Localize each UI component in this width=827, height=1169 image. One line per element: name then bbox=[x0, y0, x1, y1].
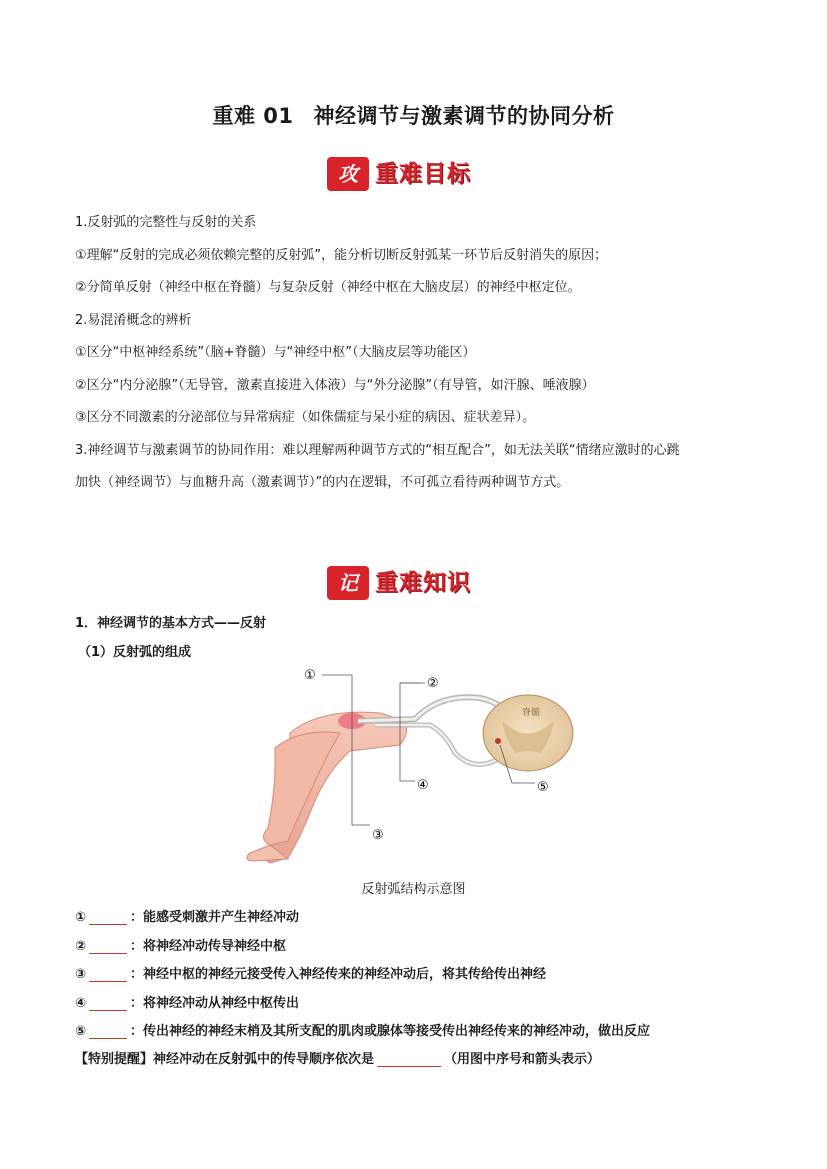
figure-label-2: ② bbox=[427, 676, 439, 691]
item-number: ② bbox=[75, 939, 87, 954]
item-4 bbox=[75, 992, 299, 1011]
goal-line: ③区分不同激素的分泌部位与异常病症（如侏儒症与呆小症的病因、症状差异）。 bbox=[75, 410, 536, 425]
answer-blank[interactable] bbox=[377, 1066, 441, 1067]
goal-line: ①理解“反射的完成必须依赖完整的反射弧”，能分析切断反射弧某一环节后反射消失的原因； bbox=[75, 248, 608, 263]
item-text: ：将神经冲动从神经中枢传出 bbox=[130, 996, 300, 1011]
goal-line: 1.反射弧的完整性与反射的关系 bbox=[75, 215, 257, 230]
answer-blank[interactable] bbox=[89, 1010, 127, 1011]
item-1 bbox=[75, 906, 299, 925]
interneuron bbox=[495, 738, 501, 744]
item-number: ③ bbox=[75, 967, 87, 982]
section-heading: 1．神经调节的基本方式——反射 bbox=[75, 616, 267, 631]
figure-label-3: ③ bbox=[372, 828, 384, 843]
figure-label-4: ④ bbox=[417, 778, 429, 793]
goals-banner bbox=[327, 157, 502, 191]
reflex-arc-figure bbox=[230, 663, 600, 873]
item-number: ⑤ bbox=[75, 1024, 87, 1039]
title-text: 神经调节与激素调节的协同分析 bbox=[313, 104, 615, 128]
figure-label-5: ⑤ bbox=[537, 780, 549, 795]
item-5 bbox=[75, 1020, 650, 1039]
goal-line: ②区分“内分泌腺”（无导管，激素直接进入体液）与“外分泌腺”（有导管，如汗腺、唾液腺） bbox=[75, 378, 595, 393]
goal-line: ①区分“中枢神经系统”（脑+脊髓）与“神经中枢”（大脑皮层等功能区） bbox=[75, 345, 476, 360]
knowledge-banner bbox=[327, 566, 502, 600]
tip-suffix: （用图中序号和箭头表示） bbox=[444, 1052, 601, 1067]
goals-badge: 攻 bbox=[327, 157, 369, 191]
item-2 bbox=[75, 935, 286, 954]
goal-line: 2.易混淆概念的辨析 bbox=[75, 313, 192, 328]
item-text: ：神经中枢的神经元接受传入神经传来的神经冲动后，将其传给传出神经 bbox=[130, 967, 547, 982]
goals-banner-text: 重难目标 bbox=[375, 161, 471, 187]
knowledge-banner-text: 重难知识 bbox=[375, 570, 471, 596]
goal-line: 3.神经调节与激素调节的协同作用：难以理解两种调节方式的“相互配合”，如无法关联“情绪应激时的心跳 bbox=[75, 443, 680, 458]
goal-line: ②分简单反射（神经中枢在脊髓）与复杂反射（神经中枢在大脑皮层）的神经中枢定位。 bbox=[75, 280, 581, 295]
subsection-heading: （1）反射弧的组成 bbox=[78, 645, 192, 660]
special-tip bbox=[75, 1048, 600, 1067]
answer-blank[interactable] bbox=[89, 981, 127, 982]
figure-label-1: ① bbox=[304, 668, 316, 683]
item-number: ① bbox=[75, 910, 87, 925]
tip-text: 神经冲动在反射弧中的传导顺序依次是 bbox=[153, 1052, 375, 1067]
spine-label: 脊髓 bbox=[522, 708, 541, 718]
figure-caption: 反射弧结构示意图 bbox=[361, 882, 466, 897]
item-text: ：能感受刺激并产生神经冲动 bbox=[130, 910, 300, 925]
answer-blank[interactable] bbox=[89, 953, 127, 954]
answer-blank[interactable] bbox=[89, 1038, 127, 1039]
title-code: 重难 01 bbox=[212, 104, 294, 128]
page-title bbox=[0, 100, 827, 130]
item-text: ：将神经冲动传导神经中枢 bbox=[130, 939, 287, 954]
item-number: ④ bbox=[75, 996, 87, 1011]
item-3 bbox=[75, 963, 546, 982]
goal-line: 加快（神经调节）与血糖升高（激素调节）”的内在逻辑，不可孤立看待两种调节方式。 bbox=[75, 475, 570, 490]
knowledge-badge: 记 bbox=[327, 566, 369, 600]
item-text: ：传出神经的神经末梢及其所支配的肌肉或腺体等接受传出神经传来的神经冲动，做出反应 bbox=[130, 1024, 651, 1039]
tip-prefix: 【特别提醒】 bbox=[75, 1052, 154, 1067]
answer-blank[interactable] bbox=[89, 924, 127, 925]
